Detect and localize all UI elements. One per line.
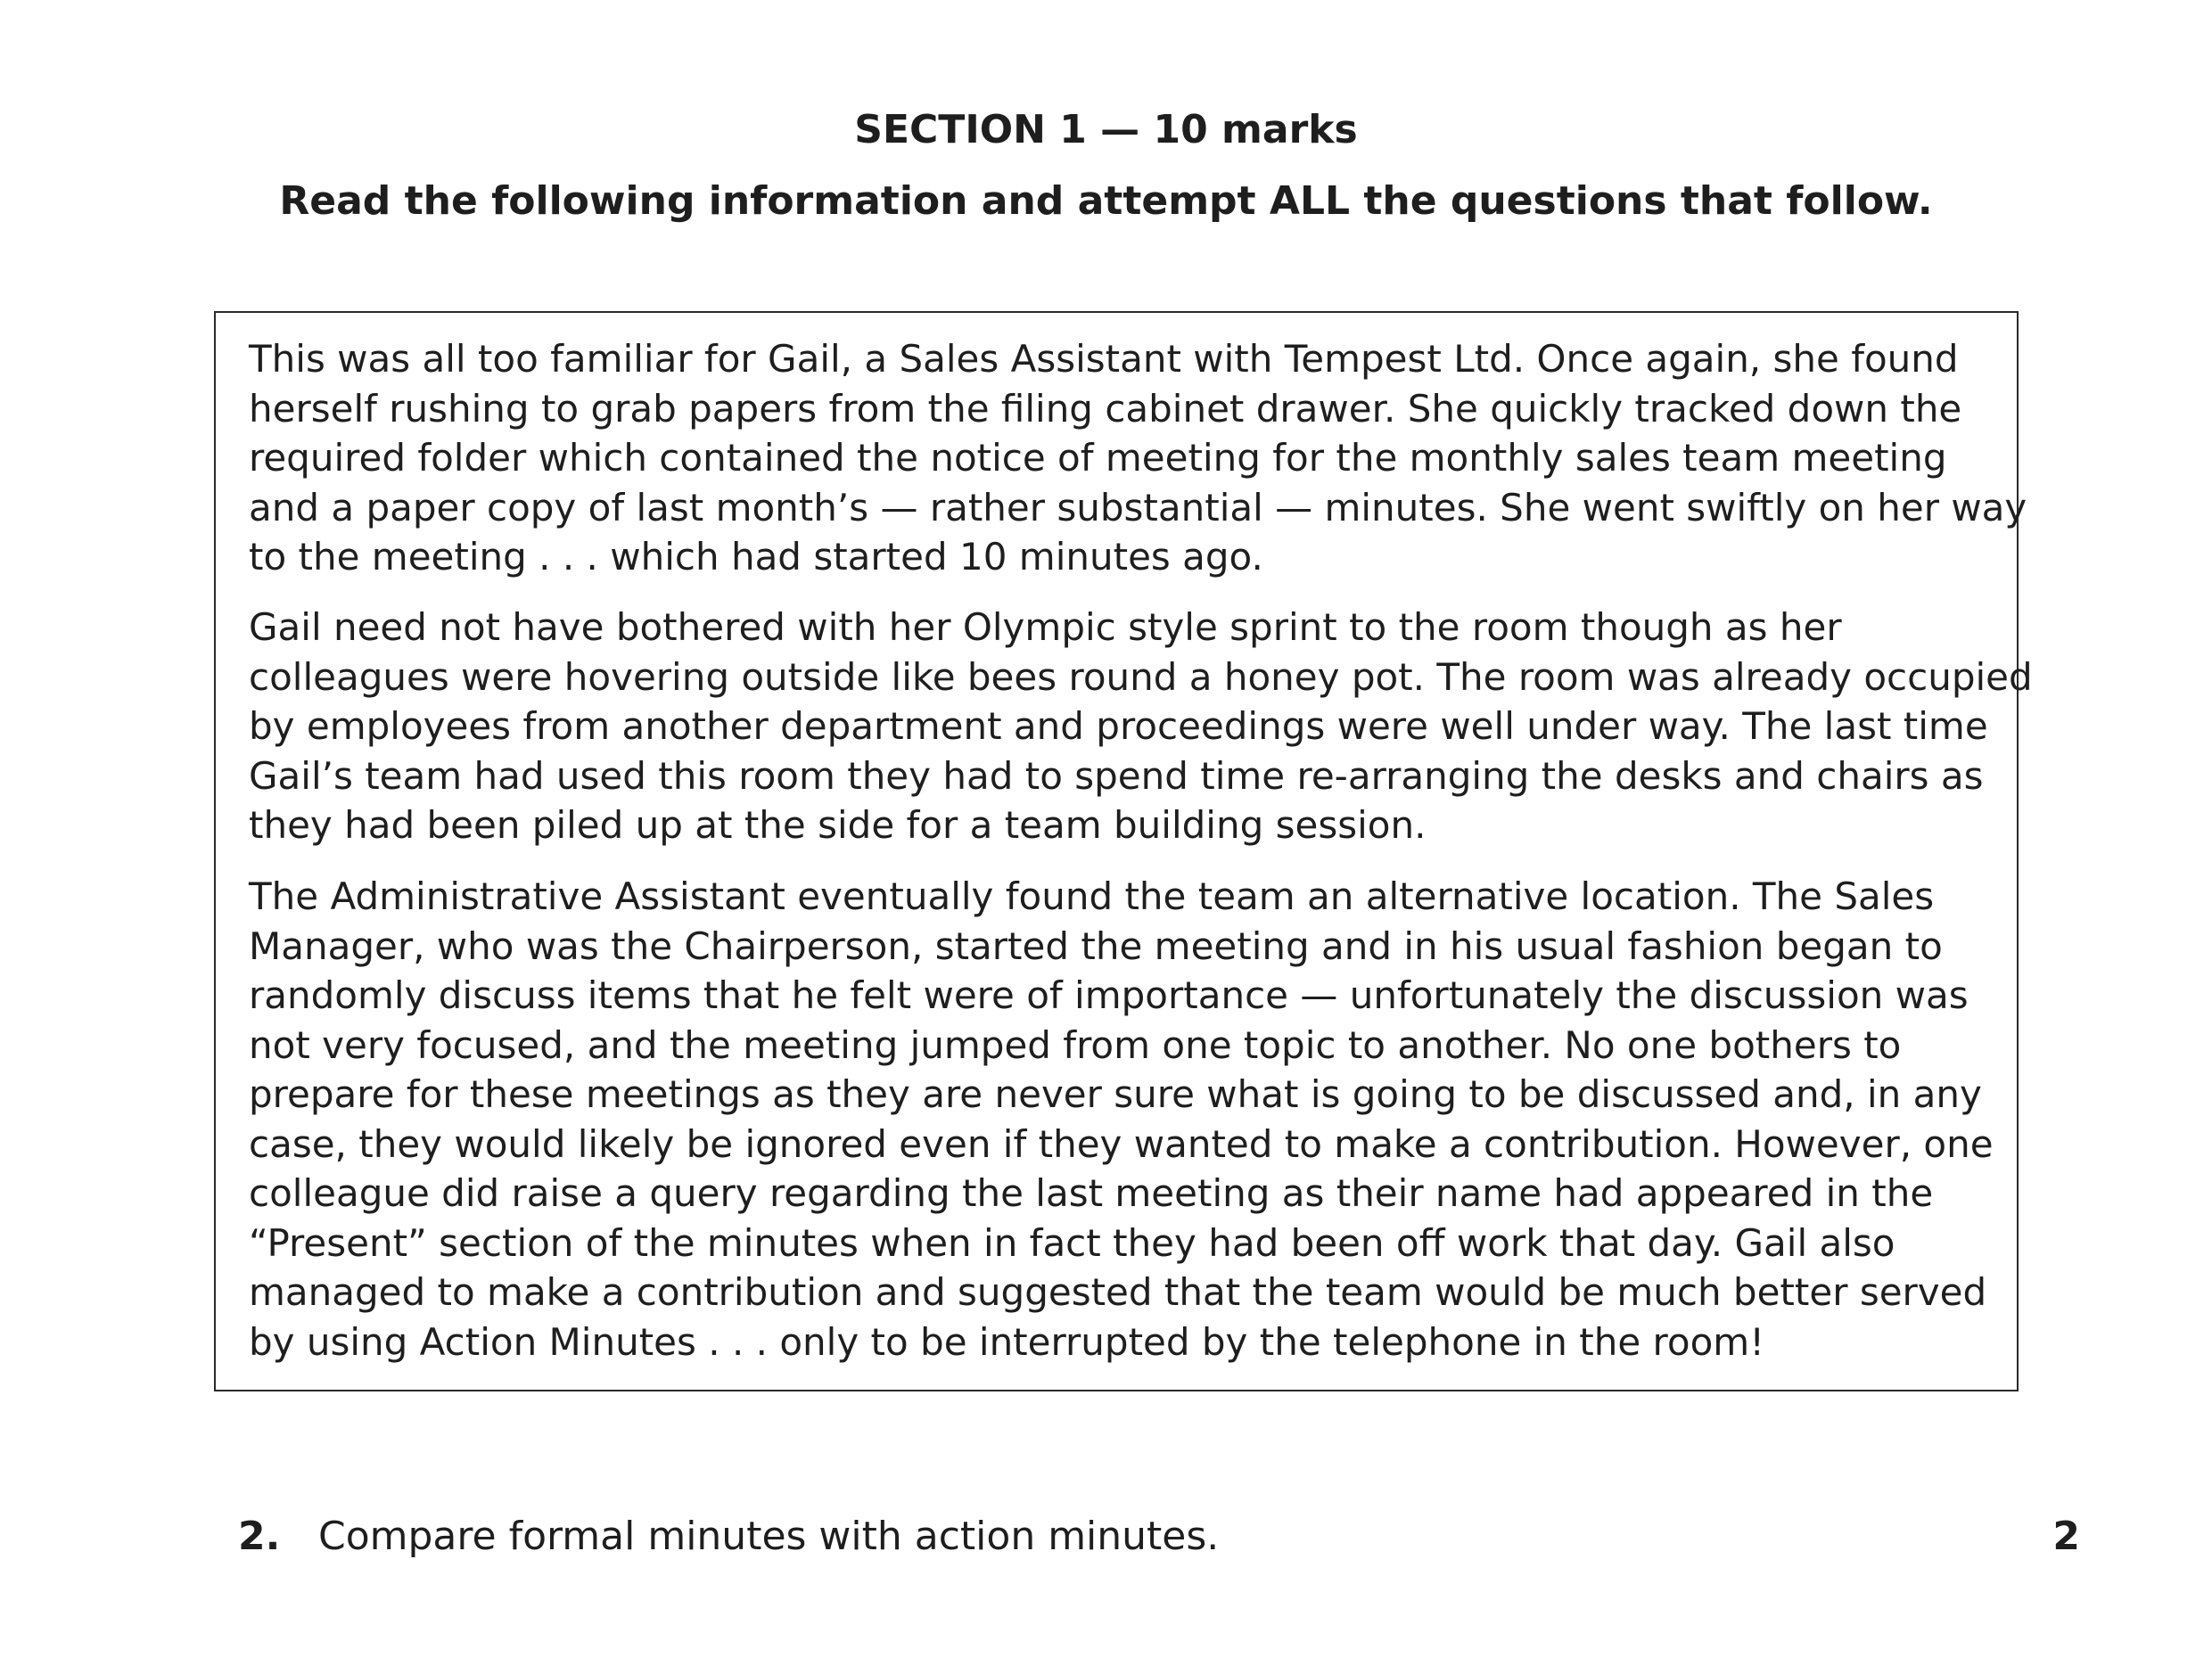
question-text: Compare formal minutes with action minutes. <box>318 1514 1220 1559</box>
paragraph-line: managed to make a contribution and suggested that the team would be much better served <box>249 1270 1987 1314</box>
paragraph-line: case, they would likely be ignored even if they wanted to make a contribution. However, one <box>249 1121 1994 1166</box>
paragraph-line: to the meeting . . . which had started 10 minutes ago. <box>249 535 1263 579</box>
passage-paragraph-1 <box>249 334 2027 582</box>
question-number: 2. <box>238 1514 281 1559</box>
paragraph-line: required folder which contained the notice of meeting for the monthly sales team meeting <box>249 436 1947 480</box>
question-marks: 2 <box>2052 1514 2080 1559</box>
paragraph-line: “Present” section of the minutes when in fact they had been off work that day. Gail also <box>249 1220 1895 1265</box>
paragraph-line: colleagues were hovering outside like bees round a honey pot. The room was already occupied <box>249 654 2033 699</box>
passage-paragraph-2 <box>249 603 2033 850</box>
paragraph-line: Gail need not have bothered with her Olympic style sprint to the room though as her <box>249 605 1842 649</box>
paragraph-line: Gail’s team had used this room they had to spend time re-arranging the desks and chairs as <box>249 753 1984 798</box>
paragraph-line: by employees from another department and proceedings were well under way. The last time <box>249 704 1988 748</box>
passage-paragraph-3 <box>249 872 1994 1367</box>
paragraph-line: not very focused, and the meeting jumped from one topic to another. No one bothers to <box>249 1022 1902 1067</box>
paragraph-line: Manager, who was the Chairperson, started the meeting and in his usual fashion began to <box>249 923 1943 968</box>
section-title: SECTION 1 — 10 marks <box>854 107 1358 152</box>
passage-box <box>214 311 2033 1391</box>
paragraph-line: herself rushing to grab papers from the filing cabinet drawer. She quickly tracked down the <box>249 386 1962 431</box>
paragraph-line: colleague did raise a query regarding the last meeting as their name had appeared in the <box>249 1171 1934 1215</box>
paragraph-line: The Administrative Assistant eventually found the team an alternative location. The Sales <box>249 874 1935 918</box>
paragraph-line: by using Action Minutes . . . only to be interrupted by the telephone in the room! <box>249 1319 1765 1364</box>
instruction-text: Read the following information and attempt ALL the questions that follow. <box>279 178 1933 224</box>
paragraph-line: This was all too familiar for Gail, a Sales Assistant with Tempest Ltd. Once again, she found <box>249 337 1959 381</box>
paragraph-line: they had been piled up at the side for a team building session. <box>249 803 1427 847</box>
paragraph-line: randomly discuss items that he felt were of importance — unfortunately the discussion was <box>249 973 1969 1017</box>
paragraph-line: and a paper copy of last month’s — rather substantial — minutes. She went swiftly on her way <box>249 485 2027 529</box>
paragraph-line: prepare for these meetings as they are never sure what is going to be discussed and, in any <box>249 1072 1982 1116</box>
